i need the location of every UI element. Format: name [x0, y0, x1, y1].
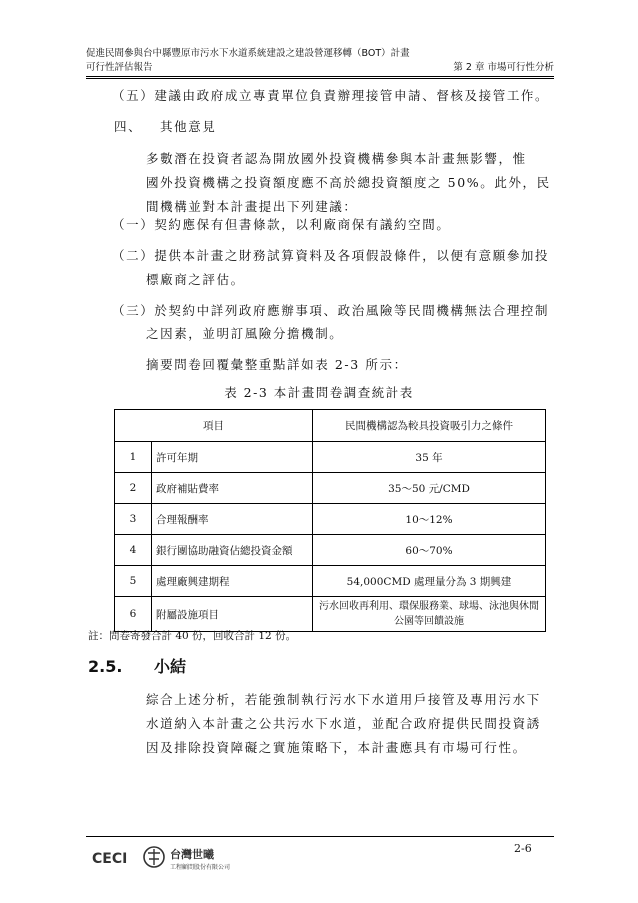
table-row [115, 442, 546, 473]
table-caption: 表 2-3 本計畫問卷調查統計表 [224, 385, 414, 400]
row-value: 污水回收再利用、環保服務業、球場、泳池與休閒公園等回饋設施 [313, 597, 546, 632]
table-row [115, 473, 546, 504]
row-value: 35 年 [313, 442, 546, 473]
doc-title: 促進民間參與台中縣豐原市污水下水道系統建設之建設營運移轉（BOT）計畫 [86, 48, 410, 59]
suggestion-2-line-1: 提供本計畫之財務試算資料及各項假設條件，以便有意願參加投 [154, 248, 550, 263]
row-number: 4 [115, 535, 152, 566]
conclusion-line-3: 因及排除投資障礙之實施策略下，本計畫應具有市場可行性。 [146, 740, 527, 755]
item-5 [112, 84, 549, 108]
summary-intro: 摘要問卷回覆彙整重點詳如表 2-3 所示： [146, 357, 408, 372]
header-item: 項目 [115, 410, 313, 442]
item-5-label: （五） [112, 88, 155, 103]
row-item: 處理廠興建期程 [152, 566, 313, 597]
logo-ceci-text: CECI [92, 851, 128, 867]
row-number: 5 [115, 566, 152, 597]
suggestion-3-line-2: 之因素，並明訂風險分擔機制。 [146, 326, 344, 341]
row-item: 政府補貼費率 [152, 473, 313, 504]
suggestion-1-label: （一） [112, 217, 155, 232]
para-1-line-2: 國外投資機構之投資額度應不高於總投資額度之 50%。此外，民 [146, 175, 551, 190]
doc-subtitle: 可行性評估報告 [86, 62, 153, 73]
header-value: 民間機構認為較具投資吸引力之條件 [313, 410, 546, 442]
row-value: 35～50 元/CMD [313, 473, 546, 504]
section-2-5-heading [88, 654, 186, 677]
section-2-5-title: 小結 [154, 657, 187, 676]
logo-company-sub: 工程顧問股份有限公司 [170, 864, 231, 871]
row-item: 合理報酬率 [152, 504, 313, 535]
row-number: 3 [115, 504, 152, 535]
page-header [86, 47, 554, 75]
suggestion-2-line-2: 標廠商之評估。 [146, 272, 245, 287]
suggestion-3-label: （三） [112, 303, 155, 318]
row-value: 54,000CMD 處理量分為 3 期興建 [313, 566, 546, 597]
row-number: 2 [115, 473, 152, 504]
table-row [115, 566, 546, 597]
section-4-heading [114, 115, 216, 139]
survey-table [114, 409, 546, 632]
row-number: 1 [115, 442, 152, 473]
suggestion-2 [112, 244, 549, 268]
section-4-title: 其他意見 [160, 119, 217, 134]
footer-rule [86, 836, 554, 837]
table-note: 註：問卷寄發合計 40 份，回收合計 12 份。 [88, 630, 297, 642]
row-value: 10～12% [313, 504, 546, 535]
chapter-title: 第 2 章 市場可行性分析 [453, 62, 554, 73]
row-item: 銀行團協助融資佔總投資金額 [152, 535, 313, 566]
conclusion-line-2: 水道納入本計畫之公共污水下水道，並配合政府提供民間投資誘 [146, 716, 541, 731]
table-row [115, 535, 546, 566]
table-row [115, 597, 546, 632]
row-value: 60～70% [313, 535, 546, 566]
conclusion-line-1: 綜合上述分析，若能強制執行污水下水道用戶接管及專用污水下 [146, 692, 541, 707]
logo-emblem-mark [148, 849, 160, 865]
para-1-line-3: 間機構並對本計畫提出下列建議： [146, 199, 358, 214]
logo-company-name: 台灣世曦 [170, 848, 214, 861]
item-5-text: 建議由政府成立專責單位負責辦理接管申請、督核及接管工作。 [154, 88, 550, 103]
suggestion-3 [112, 299, 549, 323]
table-row [115, 504, 546, 535]
table-header-row [115, 410, 546, 442]
section-4-label: 四、 [114, 119, 143, 134]
row-item: 許可年期 [152, 442, 313, 473]
suggestion-2-label: （二） [112, 248, 155, 263]
suggestion-1-line-1: 契約應保有但書條款，以利廠商保有議約空間。 [154, 217, 451, 232]
page-number: 2-6 [514, 842, 532, 855]
suggestion-1 [112, 213, 450, 237]
row-item: 附屬設施項目 [152, 597, 313, 632]
suggestion-3-line-1: 於契約中詳列政府應辦事項、政治風險等民間機構無法合理控制 [154, 303, 550, 318]
header-rule [86, 76, 554, 79]
section-2-5-number: 2.5. [88, 657, 123, 676]
ceci-logo [92, 843, 242, 873]
row-number: 6 [115, 597, 152, 632]
para-1-line-1: 多數潛在投資者認為開放國外投資機構參與本計畫無影響，惟 [146, 151, 527, 166]
